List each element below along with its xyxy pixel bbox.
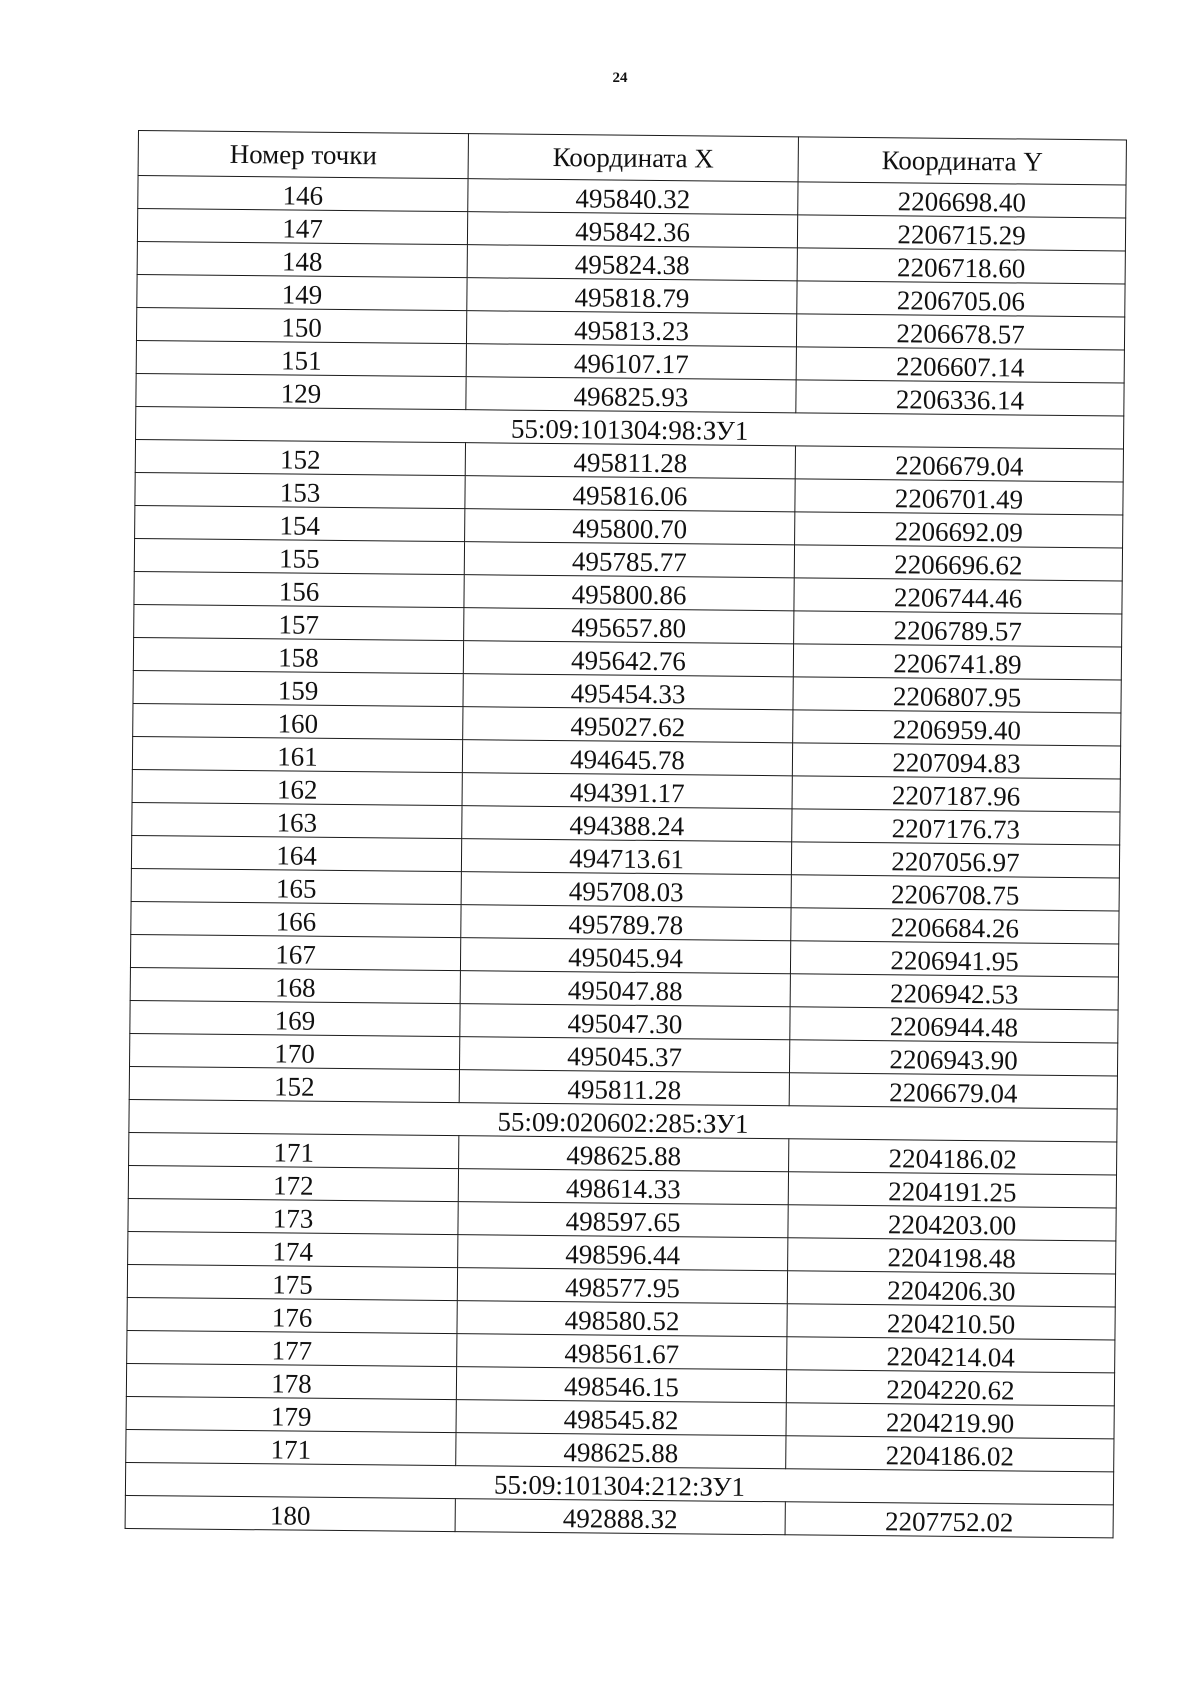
- point-number-cell: 177: [127, 1330, 457, 1366]
- coordinate-y-cell: 2206701.49: [795, 479, 1123, 515]
- coordinate-x-cell: 495047.88: [460, 971, 790, 1007]
- coordinate-y-cell: 2207176.73: [792, 809, 1120, 845]
- coordinate-x-cell: 495811.28: [459, 1070, 789, 1106]
- coordinate-y-cell: 2204210.50: [787, 1304, 1115, 1340]
- point-number-cell: 161: [132, 736, 462, 772]
- coordinate-x-cell: 494645.78: [462, 740, 792, 776]
- point-number-cell: 158: [133, 637, 463, 673]
- point-number-cell: 159: [133, 670, 463, 706]
- coordinate-y-cell: 2207752.02: [785, 1502, 1113, 1538]
- coordinates-table: [125, 130, 1127, 1538]
- coordinate-y-cell: 2204219.90: [786, 1403, 1114, 1439]
- coordinate-y-cell: 2204206.30: [787, 1271, 1115, 1307]
- coordinate-y-cell: 2204198.48: [788, 1238, 1116, 1274]
- point-number-cell: 162: [132, 769, 462, 805]
- point-number-cell: 171: [129, 1132, 459, 1168]
- coordinate-x-cell: 495813.23: [466, 311, 796, 347]
- coordinate-x-cell: 495800.70: [465, 509, 795, 545]
- coordinate-x-cell: 494388.24: [462, 806, 792, 842]
- coordinate-y-cell: 2206679.04: [795, 446, 1123, 482]
- header-coordinate-y: Координата Y: [798, 137, 1126, 185]
- point-number-cell: 163: [132, 802, 462, 838]
- coordinate-x-cell: 494713.61: [461, 839, 791, 875]
- coordinate-y-cell: 2206696.62: [794, 545, 1122, 581]
- point-number-cell: 173: [128, 1198, 458, 1234]
- coordinate-y-cell: 2206678.57: [796, 314, 1124, 350]
- point-number-cell: 154: [135, 505, 465, 541]
- coordinate-y-cell: 2206741.89: [793, 644, 1121, 680]
- point-number-cell: 152: [129, 1066, 459, 1102]
- table-body: [125, 176, 1126, 1538]
- point-number-cell: 149: [137, 274, 467, 310]
- point-number-cell: 160: [133, 703, 463, 739]
- coordinate-x-cell: 495840.32: [468, 179, 798, 215]
- coordinate-x-cell: 498625.88: [459, 1136, 789, 1172]
- point-number-cell: 146: [138, 176, 468, 212]
- point-number-cell: 157: [134, 604, 464, 640]
- coordinate-y-cell: 2206698.40: [798, 182, 1126, 218]
- coordinate-x-cell: 495816.06: [465, 476, 795, 512]
- coordinate-y-cell: 2204220.62: [786, 1370, 1114, 1406]
- coordinate-x-cell: 496107.17: [466, 344, 796, 380]
- point-number-cell: 148: [137, 241, 467, 277]
- coordinate-x-cell: 495785.77: [464, 542, 794, 578]
- coordinate-x-cell: 498597.65: [458, 1202, 788, 1238]
- coordinate-x-cell: 495045.94: [460, 938, 790, 974]
- coordinate-x-cell: 495642.76: [463, 641, 793, 677]
- point-number-cell: 151: [136, 340, 466, 376]
- coordinate-x-cell: 495454.33: [463, 674, 793, 710]
- coordinate-x-cell: 492888.32: [455, 1499, 785, 1535]
- coordinate-x-cell: 498546.15: [456, 1367, 786, 1403]
- parcel-id-heading: 55:09:101304:98:ЗУ1: [136, 406, 1124, 448]
- header-coordinate-x: Координата X: [468, 134, 798, 182]
- coordinate-y-cell: 2206336.14: [796, 380, 1124, 416]
- point-number-cell: 175: [127, 1264, 457, 1300]
- coordinate-y-cell: 2206944.48: [790, 1007, 1118, 1043]
- point-number-cell: 153: [135, 472, 465, 508]
- coordinate-y-cell: 2206744.46: [794, 578, 1122, 614]
- coordinate-y-cell: 2206718.60: [797, 248, 1125, 284]
- coordinate-x-cell: 498561.67: [457, 1334, 787, 1370]
- point-number-cell: 179: [126, 1396, 456, 1432]
- point-number-cell: 129: [136, 373, 466, 409]
- coordinate-x-cell: 495047.30: [460, 1004, 790, 1040]
- coordinate-y-cell: 2204191.25: [788, 1172, 1116, 1208]
- coordinate-y-cell: 2206708.75: [791, 875, 1119, 911]
- point-number-cell: 176: [127, 1297, 457, 1333]
- coordinate-y-cell: 2204214.04: [787, 1337, 1115, 1373]
- coordinate-x-cell: 495789.78: [461, 905, 791, 941]
- point-number-cell: 170: [130, 1033, 460, 1069]
- point-number-cell: 171: [126, 1429, 456, 1465]
- coordinate-y-cell: 2206942.53: [790, 974, 1118, 1010]
- coordinate-y-cell: 2207094.83: [792, 743, 1120, 779]
- point-number-cell: 156: [134, 571, 464, 607]
- point-number-cell: 155: [134, 538, 464, 574]
- coordinate-y-cell: 2206941.95: [790, 941, 1118, 977]
- coordinate-x-cell: 495027.62: [463, 707, 793, 743]
- coordinate-y-cell: 2207056.97: [791, 842, 1119, 878]
- coordinate-x-cell: 495811.28: [465, 443, 795, 479]
- coordinate-y-cell: 2206943.90: [789, 1040, 1117, 1076]
- coordinate-y-cell: 2206715.29: [797, 215, 1125, 251]
- coordinate-x-cell: 495045.37: [459, 1037, 789, 1073]
- point-number-cell: 166: [131, 901, 461, 937]
- coordinate-x-cell: 495824.38: [467, 245, 797, 281]
- point-number-cell: 150: [136, 307, 466, 343]
- coordinate-y-cell: 2206679.04: [789, 1073, 1117, 1109]
- coordinate-y-cell: 2204186.02: [789, 1139, 1117, 1175]
- point-number-cell: 172: [128, 1165, 458, 1201]
- coordinate-y-cell: 2204186.02: [786, 1436, 1114, 1472]
- point-number-cell: 152: [135, 439, 465, 475]
- coordinate-x-cell: 495818.79: [467, 278, 797, 314]
- coordinate-x-cell: 494391.17: [462, 773, 792, 809]
- coordinate-y-cell: 2206705.06: [797, 281, 1125, 317]
- point-number-cell: 168: [130, 967, 460, 1003]
- coordinate-x-cell: 498625.88: [456, 1433, 786, 1469]
- point-number-cell: 164: [131, 835, 461, 871]
- point-number-cell: 167: [130, 934, 460, 970]
- coordinate-x-cell: 496825.93: [466, 377, 796, 413]
- point-number-cell: 165: [131, 868, 461, 904]
- coordinate-y-cell: 2206684.26: [791, 908, 1119, 944]
- point-number-cell: 169: [130, 1000, 460, 1036]
- point-number-cell: 180: [125, 1495, 455, 1531]
- point-number-cell: 174: [128, 1231, 458, 1267]
- point-number-cell: 147: [137, 209, 467, 245]
- coordinate-x-cell: 495800.86: [464, 575, 794, 611]
- header-point-number: Номер точки: [138, 131, 468, 179]
- page-number: 24: [612, 70, 628, 86]
- coordinate-y-cell: 2206959.40: [793, 710, 1121, 746]
- coordinate-x-cell: 498577.95: [457, 1268, 787, 1304]
- coordinate-y-cell: 2206807.95: [793, 677, 1121, 713]
- point-number-cell: 178: [126, 1363, 456, 1399]
- coordinate-x-cell: 495657.80: [464, 608, 794, 644]
- coordinate-x-cell: 495708.03: [461, 872, 791, 908]
- coordinate-x-cell: 498596.44: [458, 1235, 788, 1271]
- parcel-id-heading: 55:09:101304:212:ЗУ1: [125, 1462, 1113, 1504]
- coordinate-y-cell: 2206692.09: [795, 512, 1123, 548]
- coordinate-y-cell: 2207187.96: [792, 776, 1120, 812]
- coordinate-x-cell: 498545.82: [456, 1400, 786, 1436]
- parcel-id-heading: 55:09:020602:285:ЗУ1: [129, 1099, 1117, 1141]
- coordinate-x-cell: 495842.36: [467, 212, 797, 248]
- coordinate-x-cell: 498580.52: [457, 1301, 787, 1337]
- coordinate-x-cell: 498614.33: [458, 1169, 788, 1205]
- coordinate-y-cell: 2204203.00: [788, 1205, 1116, 1241]
- coordinate-y-cell: 2206789.57: [794, 611, 1122, 647]
- coordinate-y-cell: 2206607.14: [796, 347, 1124, 383]
